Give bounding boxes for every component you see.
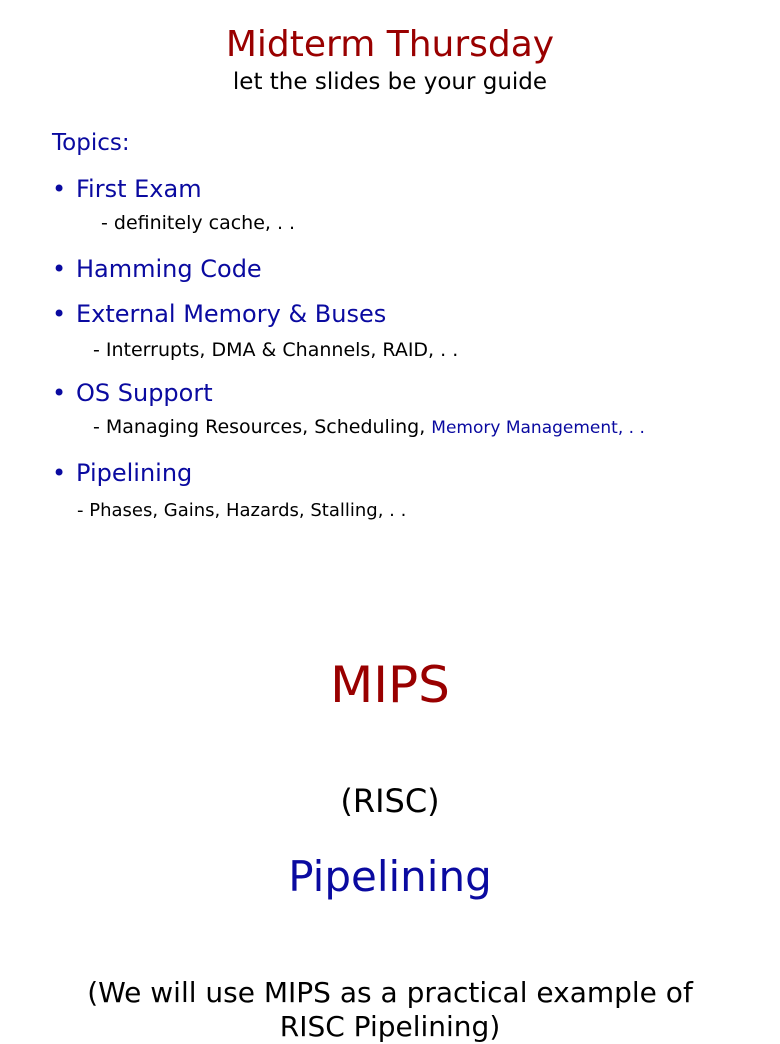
topic-item-pipelining — [52, 459, 192, 487]
topic-label: External Memory & Buses — [76, 300, 387, 328]
pipelining-heading: Pipelining — [288, 852, 492, 901]
topic-label: Pipelining — [76, 459, 193, 487]
topic-detail: - Phases, Gains, Hazards, Stalling, . . — [77, 500, 407, 521]
bullet-icon: • — [52, 175, 67, 203]
mips-title: MIPS — [330, 656, 450, 714]
topic-item-os-support — [52, 379, 213, 407]
topic-item-hamming-code — [52, 255, 262, 283]
topic-detail: - Interrupts, DMA & Channels, RAID, . . — [93, 339, 459, 361]
bullet-icon: • — [52, 300, 67, 328]
topic-label: First Exam — [76, 175, 202, 203]
topic-detail: - definitely cache, . . — [101, 212, 296, 234]
topic-item-external-memory — [52, 300, 386, 328]
mips-note-line: (We will use MIPS as a practical example of — [87, 976, 693, 1009]
topic-detail-highlight: Memory Management, . . — [431, 418, 645, 438]
risc-subtitle: (RISC) — [340, 782, 440, 820]
topic-label: OS Support — [76, 379, 213, 407]
mips-note-line: RISC Pipelining) — [279, 1010, 501, 1043]
slide-subtitle: let the slides be your guide — [232, 69, 548, 95]
slide-title: Midterm Thursday — [225, 24, 555, 65]
topic-detail-part: - Managing Resources, Scheduling, — [93, 416, 432, 438]
topics-label: Topics: — [52, 130, 130, 156]
bullet-icon: • — [52, 255, 67, 283]
bullet-icon: • — [52, 459, 67, 487]
topic-detail — [93, 416, 645, 438]
mips-note — [0, 976, 780, 1044]
topic-item-first-exam — [52, 175, 202, 203]
topic-label: Hamming Code — [76, 255, 262, 283]
bullet-icon: • — [52, 379, 67, 407]
